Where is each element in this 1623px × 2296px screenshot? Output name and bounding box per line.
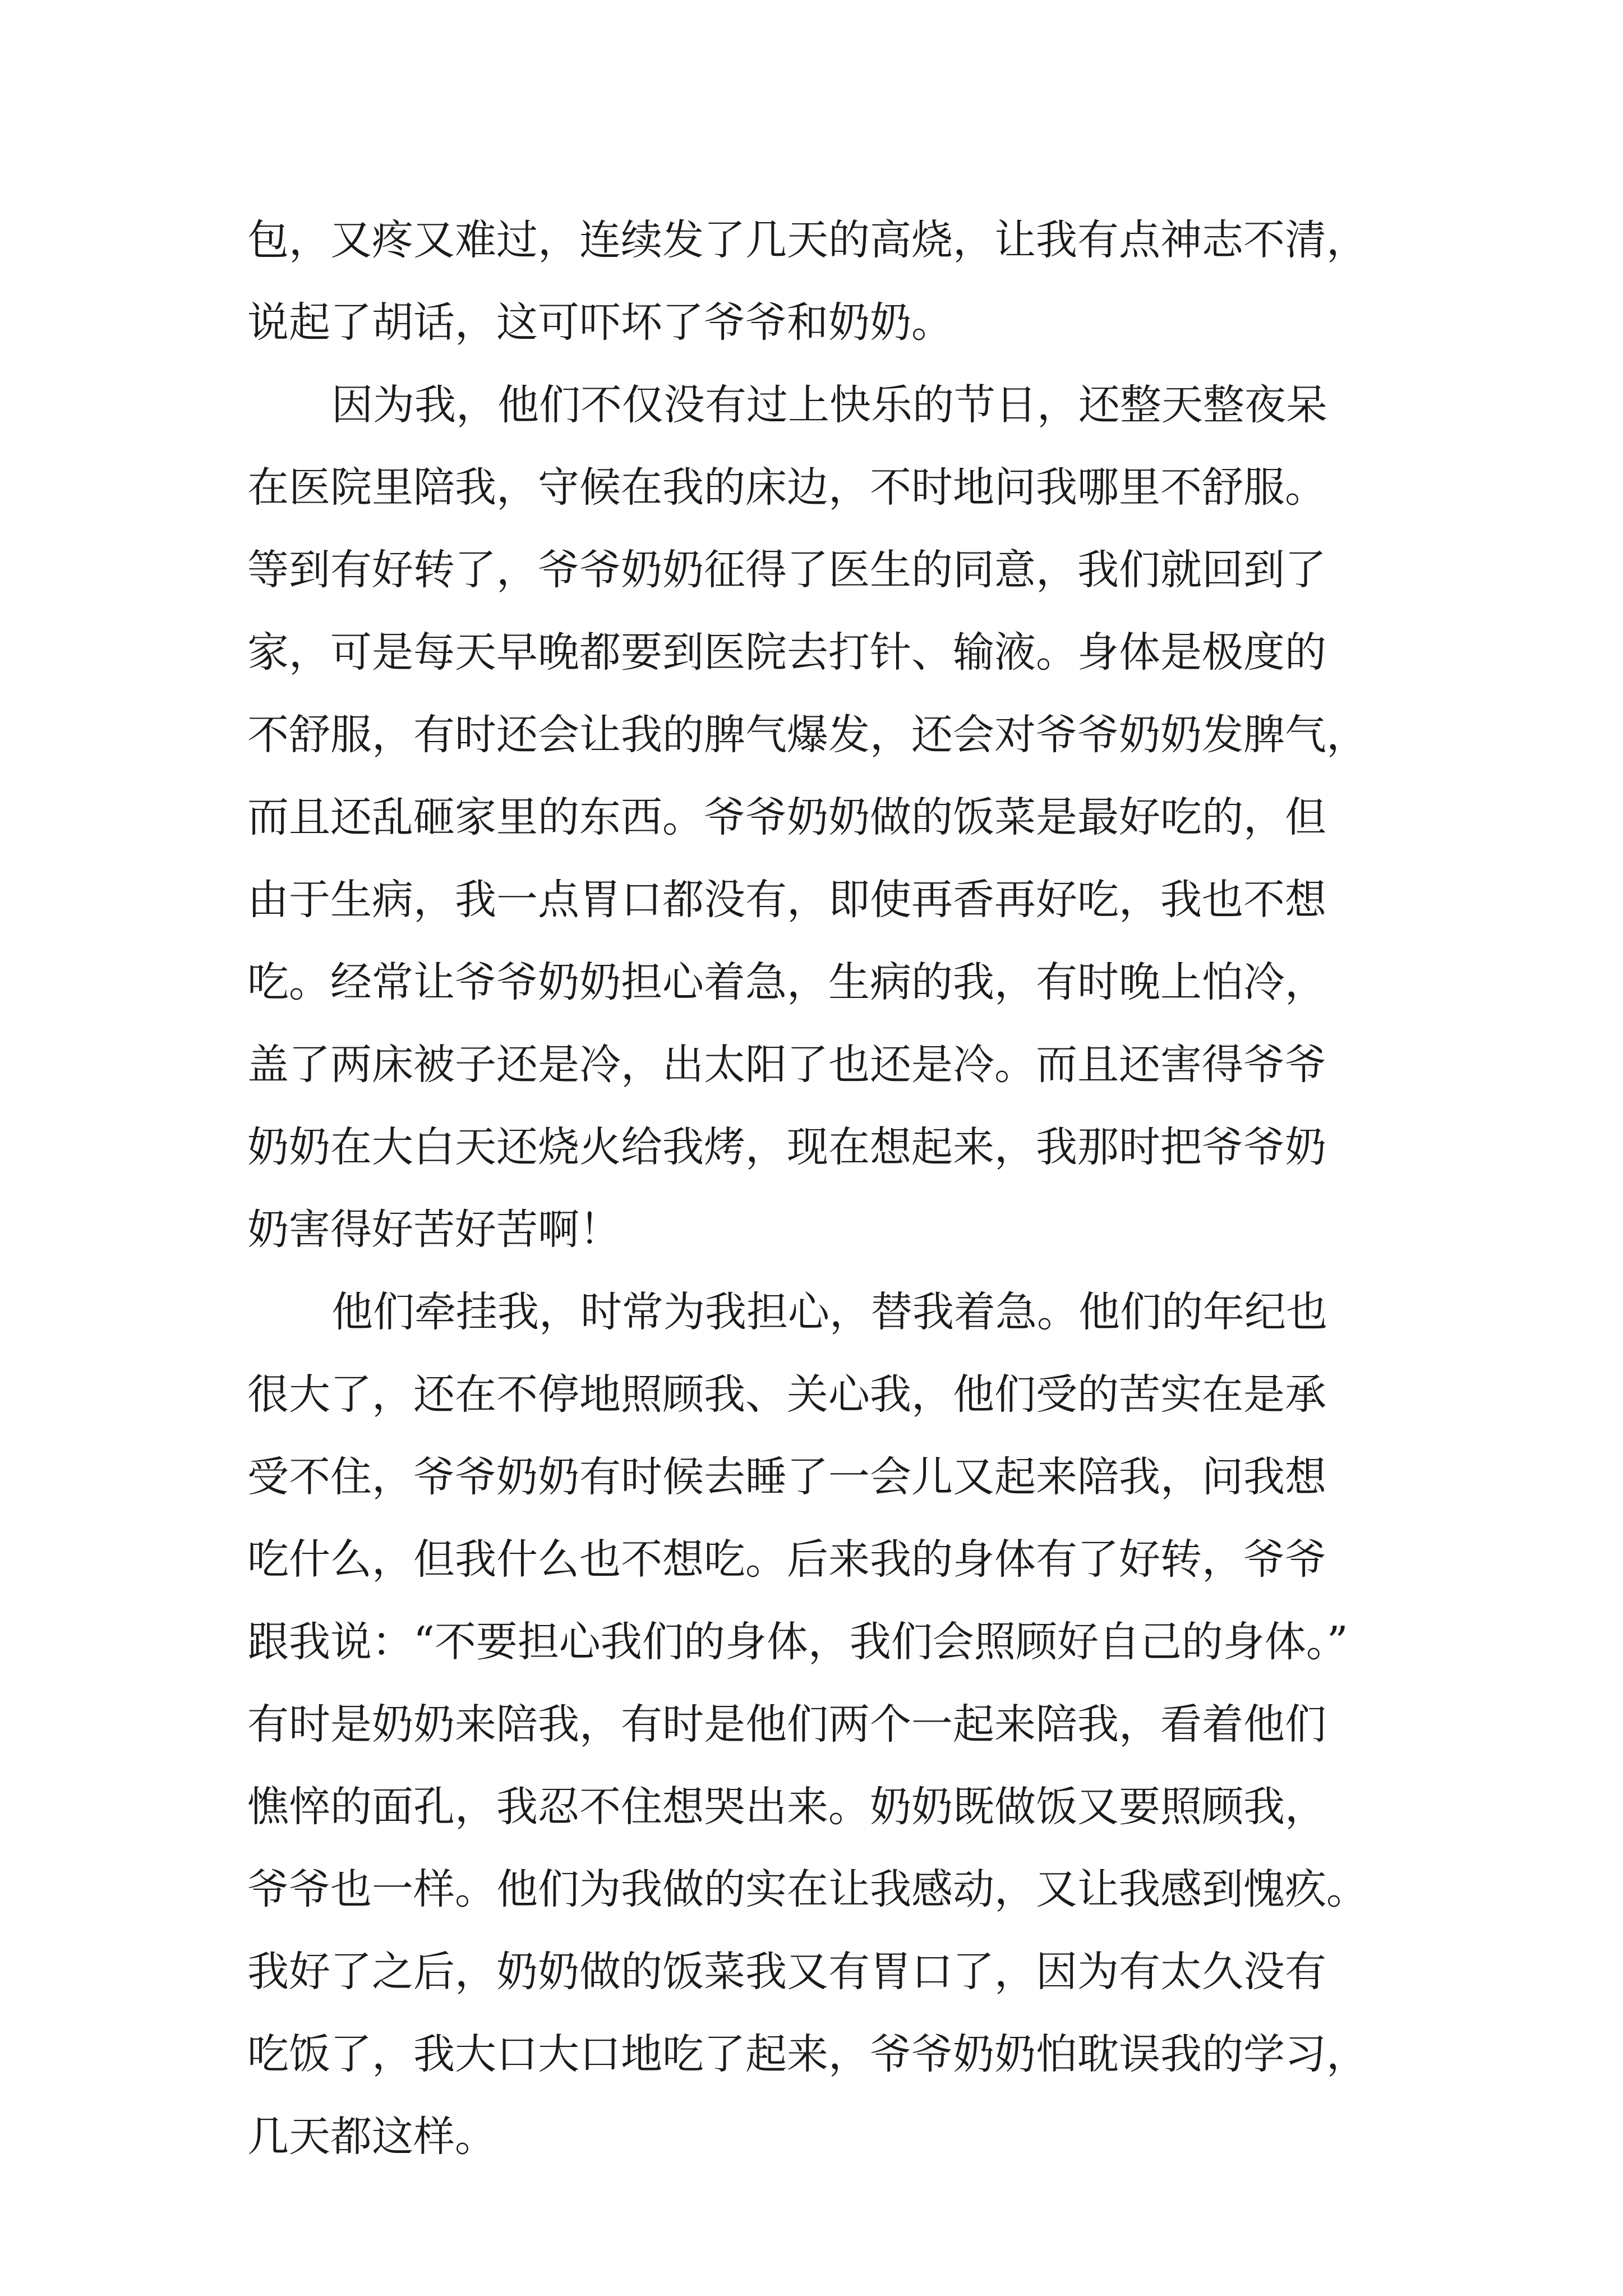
text-line: 说起了胡话，这可吓坏了爷爷和奶奶。 xyxy=(247,298,953,347)
text-line: 包，又疼又难过，连续发了几天的高烧，让我有点神志不清， xyxy=(247,216,1368,264)
text-line: 受不住，爷爷奶奶有时候去睡了一会儿又起来陪我，问我想 xyxy=(247,1453,1326,1501)
text-line: 几天都这样。 xyxy=(247,2113,496,2161)
text-line: 等到有好转了，爷爷奶奶征得了医生的同意，我们就回到了 xyxy=(247,546,1326,594)
text-line: 爷爷也一样。他们为我做的实在让我感动，又让我感到愧疚。 xyxy=(247,1865,1368,1913)
text-line: 盖了两床被子还是冷，出太阳了也还是冷。而且还害得爷爷 xyxy=(247,1041,1326,1089)
text-line: 奶害得好苦好苦啊！ xyxy=(247,1205,621,1254)
text-line: 奶奶在大白天还烧火给我烤，现在想起来，我那时把爷爷奶 xyxy=(247,1123,1326,1171)
text-line: 吃饭了，我大口大口地吃了起来，爷爷奶奶怕耽误我的学习， xyxy=(247,2030,1368,2078)
text-line: 我好了之后，奶奶做的饭菜我又有胃口了，因为有太久没有 xyxy=(247,1948,1326,1996)
text-line: 不舒服，有时还会让我的脾气爆发，还会对爷爷奶奶发脾气， xyxy=(247,711,1368,759)
text-line: 家，可是每天早晚都要到医院去打针、输液。身体是极度的 xyxy=(247,628,1326,677)
text-line: 吃什么，但我什么也不想吃。后来我的身体有了好转，爷爷 xyxy=(247,1535,1326,1584)
text-line: 吃。经常让爷爷奶奶担心着急，生病的我，有时晚上怕冷， xyxy=(247,958,1326,1006)
text-line: 由于生病，我一点胃口都没有，即使再香再好吃，我也不想 xyxy=(247,876,1326,924)
document-body xyxy=(247,199,1408,2178)
text-line: 很大了，还在不停地照顾我、关心我，他们受的苦实在是承 xyxy=(247,1370,1326,1419)
text-line: 在医院里陪我，守候在我的床边，不时地问我哪里不舒服。 xyxy=(247,463,1326,512)
text-line: 跟我说：“不要担心我们的身体，我们会照顾好自己的身体。” xyxy=(247,1618,1348,1666)
text-line: 憔悴的面孔，我忍不住想哭出来。奶奶既做饭又要照顾我， xyxy=(247,1783,1326,1831)
text-line: 他们牵挂我，时常为我担心，替我着急。他们的年纪也 xyxy=(331,1288,1327,1336)
text-line: 有时是奶奶来陪我，有时是他们两个一起来陪我，看着他们 xyxy=(247,1700,1326,1749)
text-line: 因为我，他们不仅没有过上快乐的节日，还整天整夜呆 xyxy=(331,381,1327,429)
text-line: 而且还乱砸家里的东西。爷爷奶奶做的饭菜是最好吃的，但 xyxy=(247,793,1326,841)
